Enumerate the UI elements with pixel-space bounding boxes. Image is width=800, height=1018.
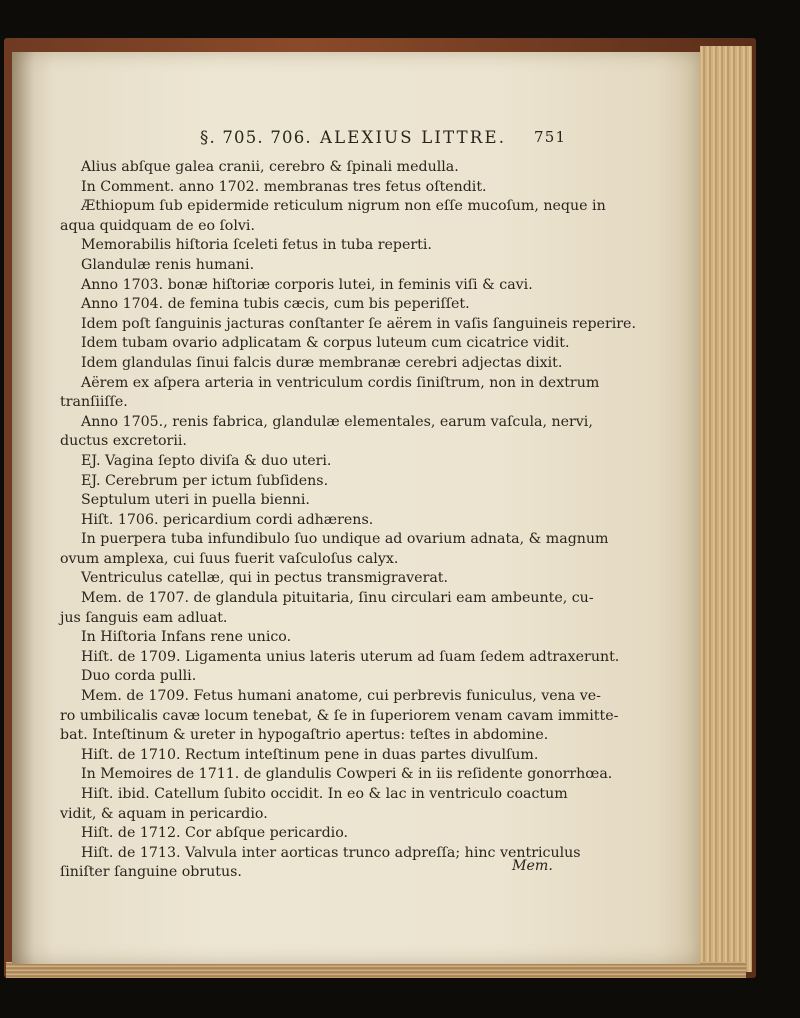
catchword: Mem.	[512, 858, 553, 874]
entry-paragraph	[60, 178, 670, 198]
entry-paragraph	[60, 472, 670, 492]
entry-paragraph	[60, 491, 670, 511]
text-line: In Memoires de 1711. de glandulis Cowperi & in iis reſidente gonorrhœa.	[81, 766, 613, 783]
entry-paragraph	[60, 746, 670, 766]
text-line: vidit, & aquam in pericardio.	[60, 805, 268, 822]
entry-paragraph	[60, 236, 670, 256]
text-line: Hiſt. de 1713. Valvula inter aorticas trunco adpreſſa; hinc ventriculus	[81, 844, 581, 861]
text-line: Hiſt. de 1710. Rectum inteſtinum pene in duas partes divulſum.	[81, 746, 539, 763]
entry-paragraph	[60, 256, 670, 276]
text-line: Hiſt. 1706. pericardium cordi adhærens.	[81, 511, 374, 528]
entry-paragraph	[60, 374, 670, 413]
entry-paragraph	[60, 824, 670, 844]
text-line: Idem tubam ovario adplicatam & corpus luteum cum cicatrice vidit.	[81, 335, 570, 352]
text-line: ro umbilicalis cavæ locum tenebat, & ſe in ſuperiorem venam cavam immitte-	[60, 707, 619, 724]
text-line: Hiſt. ibid. Catellum ſubito occidit. In eo & lac in ventriculo coactum	[81, 786, 568, 802]
text-line: Anno 1704. de femina tubis cæcis, cum bis peperiſſet.	[81, 296, 470, 313]
entry-list	[60, 158, 670, 883]
page-gutter-shadow	[12, 52, 34, 964]
text-line: Æthiopum ſub epidermide reticulum nigrum non eſſe mucoſum, neque in	[81, 198, 606, 215]
text-line: Anno 1705., renis fabrica, glandulæ elementales, earum vaſcula, nervi,	[81, 413, 593, 430]
entry-paragraph	[60, 511, 670, 531]
page-edges-bottom	[6, 962, 746, 978]
entry-paragraph	[60, 628, 670, 648]
text-line: ductus excretorii.	[60, 433, 187, 450]
text-line: In Comment. anno 1702. membranas tres fetus oſtendit.	[81, 178, 487, 195]
entry-paragraph	[60, 785, 670, 824]
text-line: Hiſt. de 1709. Ligamenta unius lateris uterum ad ſuam ſedem adtraxerunt.	[81, 648, 620, 665]
entry-paragraph	[60, 295, 670, 315]
page-text-block	[60, 128, 670, 883]
text-line: aqua quidquam de eo ſolvi.	[60, 217, 255, 234]
entry-paragraph	[60, 530, 670, 569]
text-line: Idem glandulas ſinui falcis duræ membranæ cerebri adjectas dixit.	[81, 354, 563, 371]
section-numbers: §. 705. 706.	[200, 128, 312, 147]
entry-paragraph	[60, 315, 670, 335]
text-line: Duo corda pulli.	[81, 668, 197, 685]
text-line: bat. Inteſtinum & ureter in hypogaſtrio apertus: teſtes in abdomine.	[60, 727, 549, 744]
text-line: Ventriculus catellæ, qui in pectus transmigraverat.	[81, 570, 449, 587]
text-line: Glandulæ renis humani.	[81, 256, 255, 273]
text-line: Alius abſque galea cranii, cerebro & ſpinali medulla.	[81, 159, 459, 175]
text-line: jus ſanguis eam adluat.	[60, 609, 228, 626]
text-line: Mem. de 1707. de glandula pituitaria, ſinu circulari eam ambeunte, cu-	[81, 590, 594, 607]
running-header	[60, 128, 670, 154]
entry-paragraph	[60, 276, 670, 296]
text-line: EJ. Vagina ſepto diviſa & duo uteri.	[81, 452, 332, 469]
text-line: ſiniſter ſanguine obrutus.	[60, 864, 242, 881]
entry-paragraph	[60, 648, 670, 668]
text-line: EJ. Cerebrum per ictum ſubſidens.	[81, 472, 329, 489]
entry-paragraph	[60, 667, 670, 687]
entry-paragraph	[60, 413, 670, 452]
text-line: In puerpera tuba infundibulo ſuo undique ad ovarium adnata, & magnum	[81, 531, 609, 548]
text-line: Anno 1703. bonæ hiſtoriæ corporis lutei, in feminis viſi & cavi.	[81, 276, 533, 293]
text-line: In Hiſtoria Infans rene unico.	[81, 629, 292, 646]
text-line: Memorabilis hiſtoria ſceleti fetus in tuba reperti.	[81, 237, 432, 254]
entry-paragraph	[60, 765, 670, 785]
text-line: ovum amplexa, cui ſuus fuerit vaſculoſus calyx.	[60, 550, 399, 567]
text-line: Septulum uteri in puella bienni.	[81, 492, 310, 509]
entry-paragraph	[60, 334, 670, 354]
entry-paragraph	[60, 844, 670, 883]
text-line: Aërem ex aſpera arteria in ventriculum cordis ſiniſtrum, non in dextrum	[81, 374, 600, 391]
text-line: Idem poſt ſanguinis jacturas conſtanter ſe aërem in vaſis ſanguineis reperire.	[81, 315, 636, 332]
entry-paragraph	[60, 569, 670, 589]
entry-paragraph	[60, 687, 670, 746]
page-edges-right	[700, 46, 752, 972]
text-line: Mem. de 1709. Fetus humani anatome, cui perbrevis funiculus, vena ve-	[81, 688, 601, 705]
entry-paragraph	[60, 158, 670, 178]
text-line: Hiſt. de 1712. Cor abſque pericardio.	[81, 825, 349, 842]
entry-paragraph	[60, 354, 670, 374]
text-line: tranſiiſſe.	[60, 394, 128, 411]
entry-paragraph	[60, 589, 670, 628]
entry-paragraph	[60, 197, 670, 236]
entry-paragraph	[60, 452, 670, 472]
page-number: 751	[534, 128, 567, 146]
running-title: ALEXIUS LITTRE.	[320, 128, 507, 147]
